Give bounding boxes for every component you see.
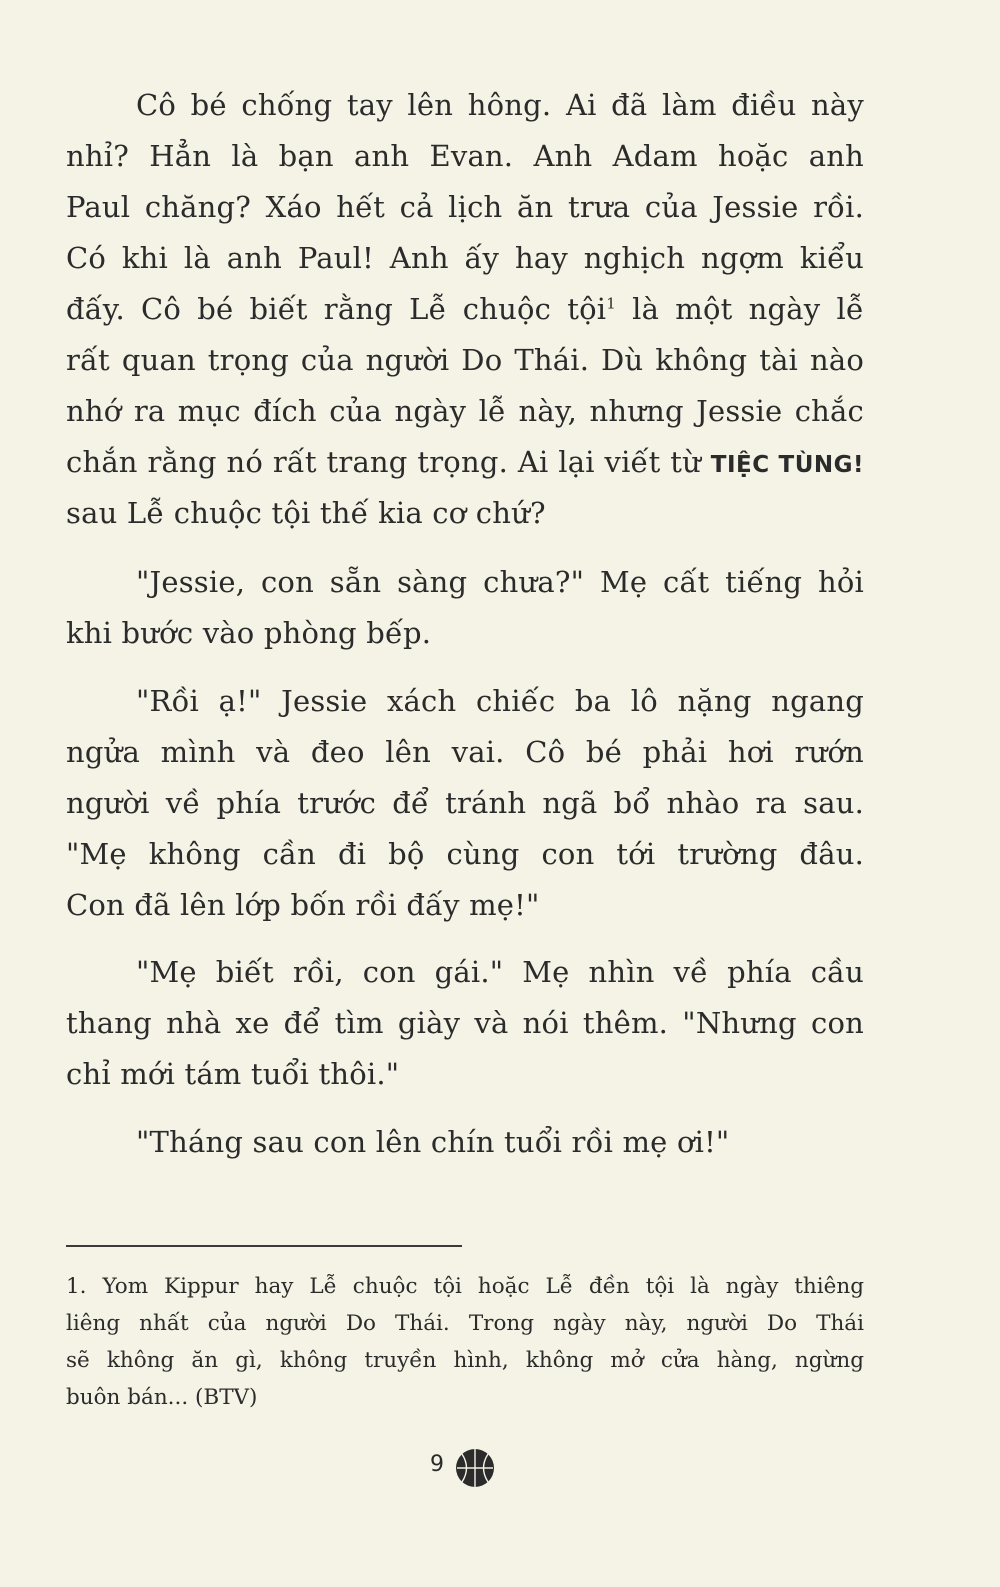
page-footer [0, 1448, 1000, 1488]
body-line-6: rất quan trọng của người Do Thái. Dù không tài nào [66, 343, 864, 377]
body-line-14: người về phía trước để tránh ngã bổ nhào ra sau. [66, 786, 864, 820]
body-line-5 [66, 292, 864, 326]
body-line-5-start: đấy. Cô bé biết rằng Lễ chuộc tội [66, 292, 607, 326]
footnote-reference: 1 [606, 294, 616, 313]
footnote-line-3: sẽ không ăn gì, không truyền hình, không mở cửa hàng, ngừng [66, 1348, 864, 1373]
body-line-18: thang nhà xe để tìm giày và nói thêm. "Nhưng con [66, 1006, 864, 1040]
footnote-line-1: 1. Yom Kippur hay Lễ chuộc tội hoặc Lễ đền tội là ngày thiêng [66, 1274, 864, 1299]
body-line-1: Cô bé chống tay lên hông. Ai đã làm điều này [136, 88, 864, 122]
body-line-5-end: là một ngày lễ [615, 292, 864, 326]
emphasis-word: TIỆC TÙNG! [710, 452, 865, 478]
body-line-17: "Mẹ biết rồi, con gái." Mẹ nhìn về phía cầu [136, 955, 864, 989]
page-number: 9 [430, 1452, 444, 1477]
footnote-divider [66, 1245, 462, 1247]
body-line-7: nhớ ra mục đích của ngày lễ này, nhưng Jessie chắc [66, 394, 864, 428]
body-line-13: ngửa mình và đeo lên vai. Cô bé phải hơi rướn [66, 735, 864, 769]
body-line-19: chỉ mới tám tuổi thôi." [66, 1057, 400, 1091]
body-line-20: "Tháng sau con lên chín tuổi rồi mẹ ơi!" [136, 1125, 730, 1159]
body-line-8 [66, 445, 864, 482]
basketball-icon [455, 1448, 495, 1488]
body-line-2: nhỉ? Hẳn là bạn anh Evan. Anh Adam hoặc anh [66, 139, 864, 173]
footnote-line-4: buôn bán... (BTV) [66, 1385, 258, 1410]
body-line-15: "Mẹ không cần đi bộ cùng con tới trường đâu. [66, 837, 864, 871]
footnote-line-2: liêng nhất của người Do Thái. Trong ngày này, người Do Thái [66, 1311, 864, 1336]
body-line-9: sau Lễ chuộc tội thế kia cơ chứ? [66, 496, 546, 530]
body-line-10: "Jessie, con sẵn sàng chưa?" Mẹ cất tiếng hỏi [136, 565, 864, 599]
body-line-4: Có khi là anh Paul! Anh ấy hay nghịch ngợm kiểu [66, 241, 864, 275]
body-line-12: "Rồi ạ!" Jessie xách chiếc ba lô nặng ngang [136, 684, 864, 718]
body-line-8-text: chắn rằng nó rất trang trọng. Ai lại viết từ [66, 445, 701, 479]
body-line-3: Paul chăng? Xáo hết cả lịch ăn trưa của Jessie rồi. [66, 190, 864, 224]
body-line-16: Con đã lên lớp bốn rồi đấy mẹ!" [66, 888, 540, 922]
body-line-11: khi bước vào phòng bếp. [66, 616, 432, 650]
